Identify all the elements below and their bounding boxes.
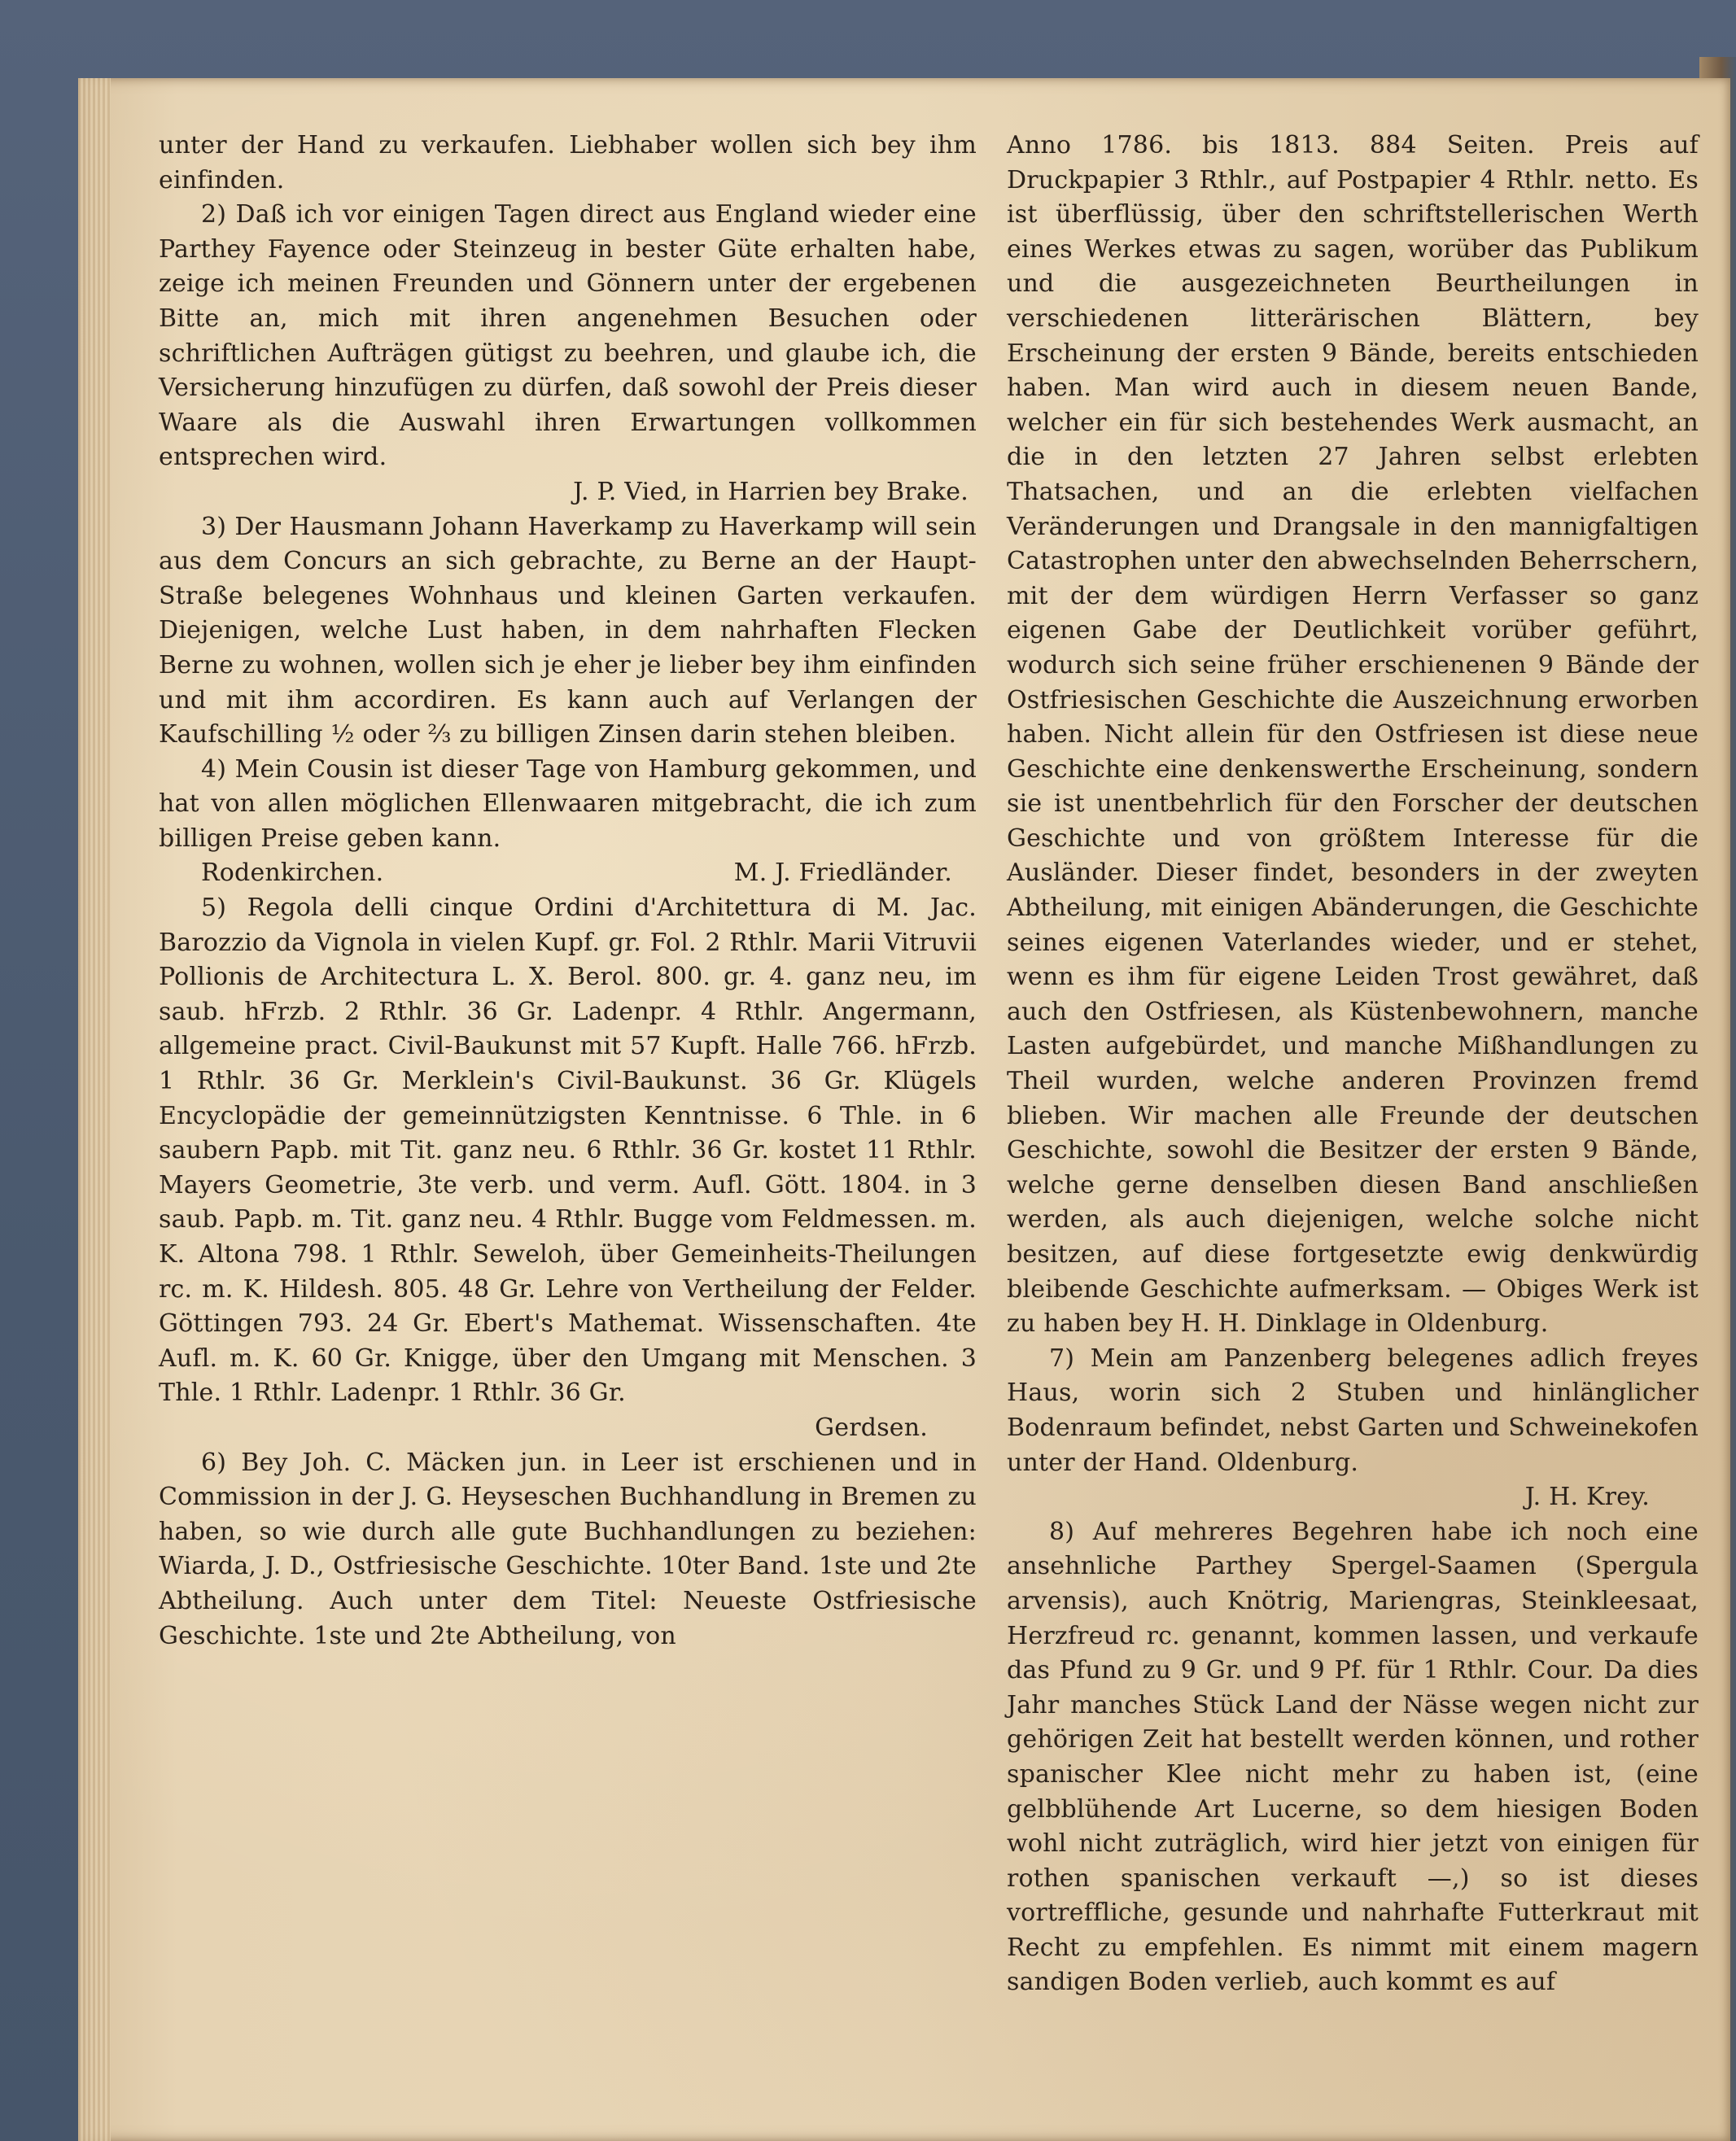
page-stack-edges [78, 78, 111, 2141]
notice-4-place: Rodenkirchen. [201, 859, 384, 888]
notice-7-signature: J. H. Krey. [1524, 1483, 1650, 1512]
notice-5-text: 5) Regola delli cinque Ordini d'Architettura di M. Jac. Barozzio da Vignola in vielen Kupf. gr. Fol. 2 Rthlr. Marii Vitruvii Pollionis de Architectura L. X. Berol. 800. gr. 4. ganz neu, im saub. hFrzb. 2 Rthlr. 36 Gr. Ladenpr. 4 Rthlr. Angermann, allgemeine pract. Civil-Baukunst mit 57 Kupft. Halle 766. hFrzb. 1 Rthlr. 36 Gr. Merklein's Civil-Baukunst. 36 Gr. Klügels Encyclopädie der gemeinnützigsten Kenntnisse. 6 Thle. in 6 saubern Papb. mit Tit. ganz neu. 6 Rthlr. 36 Gr. kostet 11 Rthlr. Mayers Geometrie, 3te verb. und verm. Aufl. Gött. 1804. in 3 saub. Papb. m. Tit. ganz neu. 4 Rthlr. Bugge vom Feldmessen. m. K. Altona 798. 1 Rthlr. Seweloh, über Gemeinheits-Theilungen rc. m. K. Hildesh. 805. 48 Gr. Lehre von Vertheilung der Felder. Göttingen 793. 24 Gr. Ebert's Mathemat. Wissenschaften. 4te Aufl. m. K. 60 Gr. Knigge, über den Umgang mit Menschen. 3 Thle. 1 Rthlr. Ladenpr. 1 Rthlr. 36 Gr. [159, 894, 977, 1408]
notice-4-name: M. J. Friedländer. [733, 859, 952, 888]
notice-2-signature: J. P. Vied, in Harrien bey Brake. [573, 477, 969, 506]
notice-6-continuation: Anno 1786. bis 1813. 884 Seiten. Preis auf Druckpapier 3 Rthlr., auf Postpapier 4 Rthlr. netto. Es ist überflüssig, über den schriftstellerischen Werth eines Werkes etwas zu sagen, worüber das Publikum und die ausgezeichneten Beurtheilungen in verschiedenen litterärischen Blättern, bey Erscheinung der ersten 9 Bände, bereits entschieden haben. Man wird auch in diesem neuen Bande, welcher ein für sich bestehendes Werk ausmacht, an die in den letzten 27 Jahren selbst erlebten Thatsachen, und an die erlebten vielfachen Veränderungen und Drangsale in den mannigfaltigen Catastrophen unter den abwechselnden Beherrschern, mit der dem würdigen Herrn Verfasser so ganz eigenen Gabe der Deutlichkeit vorüber geführt, wodurch sich seine früher erschienenen 9 Bände der Ostfriesischen Geschichte die Auszeichnung erworben haben. Nicht allein für den Ostfriesen ist diese neue Geschichte eine denkenswerthe Erscheinung, sondern sie ist unentbehrlich für den Forscher der deutschen Geschichte und von größtem Interesse für die Ausländer. Dieser findet, besonders in der zweyten Abtheilung, mit einigen Abänderungen, die Geschichte seines eigenen Vaterlandes wieder, und er stehet, wenn es ihm für eigene Leiden Trost gewähret, daß auch den Ostfriesen, als Küstenbewohnern, manche Lasten aufgebürdet, und manche Mißhandlungen zu Theil wurden, welche anderen Provinzen fremd blieben. Wir machen alle Freunde der deutschen Geschichte, sowohl die Besitzer der ersten 9 Bände, welche gerne denselben diesen Band anschließen werden, als auch diejenigen, welche solche nicht besitzen, auf diese fortgesetzte ewig denkwürdig bleibende Geschichte aufmerksam. — Obiges Werk ist zu haben bey H. H. Dinklage in Oldenburg. [1007, 131, 1699, 1339]
notice-2-text: 2) Daß ich vor einigen Tagen direct aus England wieder eine Parthey Fayence oder Steinzeug in bester Güte erhalten habe, zeige ich meinen Freunden und Gönnern unter der ergebenen Bitte an, mich mit ihren angenehmen Besuchen oder schriftlichen Aufträgen gütigst zu beehren, und glaube ich, die Versicherung hinzufügen zu dürfen, daß sowohl der Preis dieser Waare als die Auswahl ihren Erwartungen vollkommen entsprechen wird. [159, 200, 977, 472]
notice-4-signature [159, 856, 977, 891]
notice-1-ending: unter der Hand zu verkaufen. Liebhaber wollen sich bey ihm einfinden. [159, 131, 977, 194]
notice-4-text: 4) Mein Cousin ist dieser Tage von Hamburg gekommen, und hat von allen möglichen Ellenwaaren mitgebracht, die ich zum billigen Preise geben kann. [159, 754, 977, 853]
notice-5-signature: Gerdsen. [815, 1413, 928, 1442]
left-column [159, 129, 977, 1654]
notice-7-text: 7) Mein am Panzenberg belegenes adlich freyes Haus, worin sich 2 Stuben und hinlänglicher Bodenraum befindet, nebst Garten und Schweinekofen unter der Hand. Oldenburg. [1007, 1344, 1699, 1477]
notice-8-text: 8) Auf mehreres Begehren habe ich noch eine ansehnliche Parthey Spergel-Saamen (Spergula arvensis), auch Knötrig, Mariengras, Steinkleesaat, Herzfreud rc. genannt, kommen lassen, und verkaufe das Pfund zu 9 Gr. und 9 Pf. für 1 Rthlr. Cour. Da dies Jahr manches Stück Land der Nässe wegen nicht zur gehörigen Zeit hat bestellt werden können, und rother spanischer Klee nicht mehr zu haben ist, (eine gelbblühende Art Lucerne, so dem hiesigen Boden wohl nicht zuträglich, wird hier jetzt von einigen für rothen spanischen verkauft —,) so ist dieses vortreffliche, gesunde und nahrhafte Futterkraut mit Recht zu empfehlen. Es nimmt mit einem magern sandigen Boden verlieb, auch kommt es auf [1007, 1517, 1699, 1997]
notice-3-text: 3) Der Hausmann Johann Haverkamp zu Haverkamp will sein aus dem Concurs an sich gebrachte, zu Berne an der Haupt-Straße belegenes Wohnhaus und kleinen Garten verkaufen. Diejenigen, welche Lust haben, in dem nahrhaften Flecken Berne zu wohnen, wollen sich je eher je lieber bey ihm einfinden und mit ihm accordiren. Es kann auch auf Verlangen der Kaufschilling ½ oder ⅔ zu billigen Zinsen darin stehen bleiben. [159, 512, 977, 749]
notice-6-text: 6) Bey Joh. C. Mäcken jun. in Leer ist erschienen und in Commission in der J. G. Heyseschen Buchhandlung in Bremen zu haben, so wie durch alle gute Buchhandlungen zu beziehen: Wiarda, J. D., Ostfriesische Geschichte. 10ter Band. 1ste und 2te Abtheilung. Auch unter dem Titel: Neueste Ostfriesische Geschichte. 1ste und 2te Abtheilung, von [159, 1448, 977, 1650]
right-column [1007, 129, 1699, 2000]
